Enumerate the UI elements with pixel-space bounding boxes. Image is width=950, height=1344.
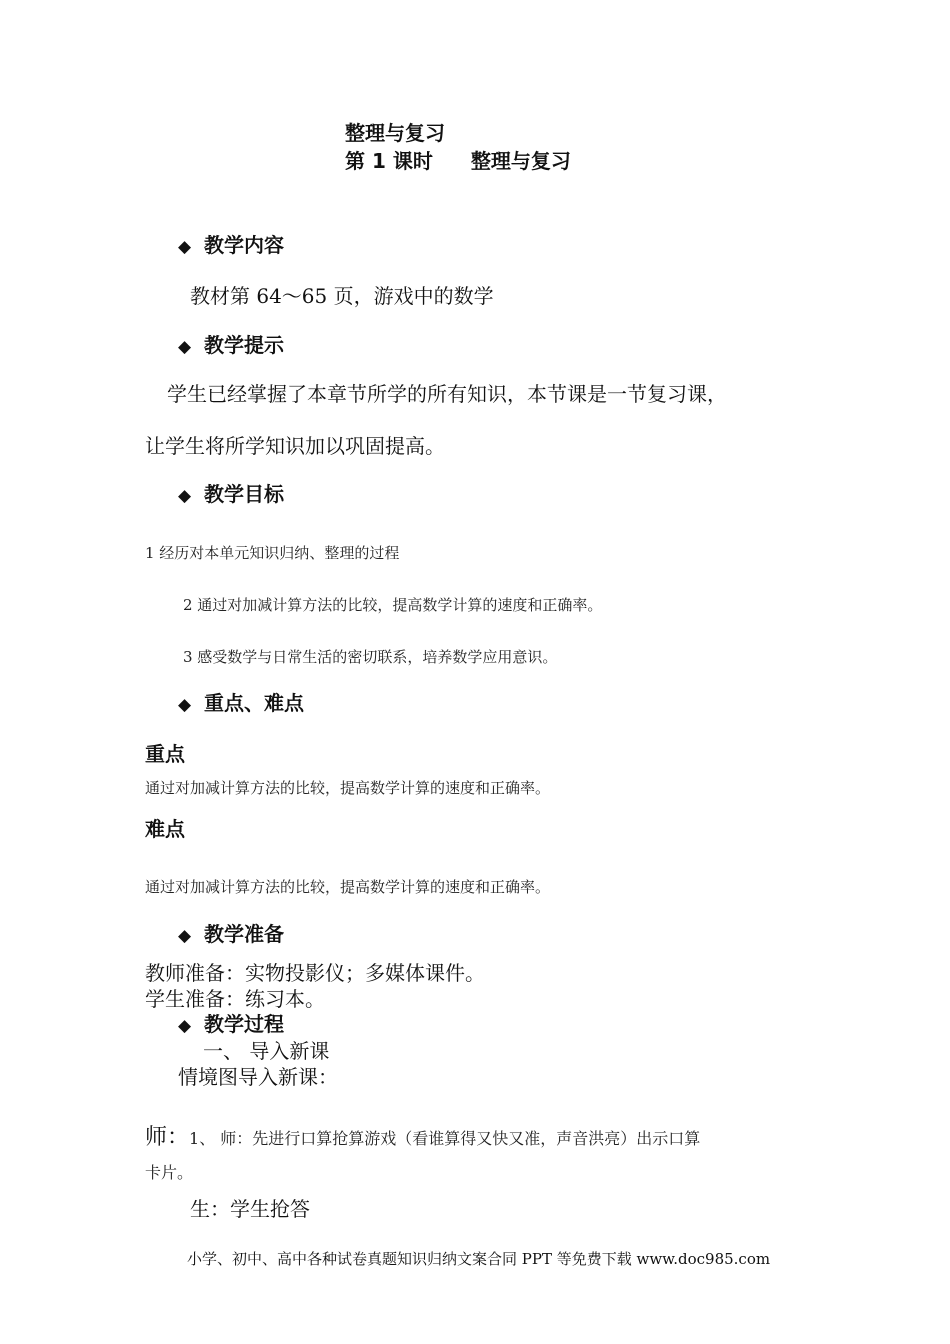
teacher-label: 师： xyxy=(145,1125,190,1150)
section-heading-hint: ◆ 教学提示 xyxy=(178,333,284,357)
diamond-icon: ◆ xyxy=(178,237,192,257)
document-title: 整理与复习 xyxy=(345,121,445,145)
diamond-icon: ◆ xyxy=(178,695,192,715)
lesson-title: 整理与复习 xyxy=(470,149,571,173)
teacher-line-2: 卡片。 xyxy=(145,1163,194,1182)
teacher-line-1 xyxy=(145,1120,700,1151)
teacher-preparation: 教师准备：实物投影仪；多媒体课件。 xyxy=(145,961,485,985)
difficult-label: 难点 xyxy=(145,817,185,841)
section-heading-preparation: ◆ 教学准备 xyxy=(178,922,284,946)
teacher-line-1-text: 1、 师：先进行口算抢算游戏（看谁算得又快又准，声音洪亮）出示口算 xyxy=(189,1129,701,1148)
difficult-text: 通过对加减计算方法的比较，提高数学计算的速度和正确率。 xyxy=(145,878,551,896)
section-heading-key-points: ◆ 重点、难点 xyxy=(178,691,304,715)
student-line: 生：学生抢答 xyxy=(190,1197,310,1221)
hint-line-1: 学生已经掌握了本章节所学的所有知识，本节课是一节复习课， xyxy=(167,382,727,406)
key-label: 重点 xyxy=(145,742,185,766)
lesson-heading xyxy=(345,145,571,174)
student-preparation: 学生准备：练习本。 xyxy=(145,987,325,1011)
diamond-icon: ◆ xyxy=(178,486,192,506)
hint-line-2: 让学生将所学知识加以巩固提高。 xyxy=(145,434,445,458)
lesson-number: 第 1 课时 xyxy=(345,149,433,173)
goal-item-3: 3 感受数学与日常生活的密切联系，培养数学应用意识。 xyxy=(183,648,558,666)
content-text: 教材第 64～65 页，游戏中的数学 xyxy=(190,284,494,308)
goal-item-1: 1 经历对本单元知识归纳、整理的过程 xyxy=(145,544,400,562)
diamond-icon: ◆ xyxy=(178,1016,192,1036)
diamond-icon: ◆ xyxy=(178,337,192,357)
footer-text: 小学、初中、高中各种试卷真题知识归纳文案合同 PPT 等免费下载 www.doc985.com xyxy=(187,1250,771,1268)
section-heading-goals: ◆ 教学目标 xyxy=(178,482,284,506)
key-text: 通过对加减计算方法的比较，提高数学计算的速度和正确率。 xyxy=(145,779,551,797)
diamond-icon: ◆ xyxy=(178,926,192,946)
process-intro: 情境图导入新课： xyxy=(178,1065,338,1089)
section-heading-process: ◆ 教学过程 xyxy=(178,1012,284,1036)
goal-item-2: 2 通过对加减计算方法的比较，提高数学计算的速度和正确率。 xyxy=(183,596,603,614)
process-step-1: 一、 导入新课 xyxy=(203,1039,330,1063)
section-heading-content: ◆ 教学内容 xyxy=(178,233,284,257)
